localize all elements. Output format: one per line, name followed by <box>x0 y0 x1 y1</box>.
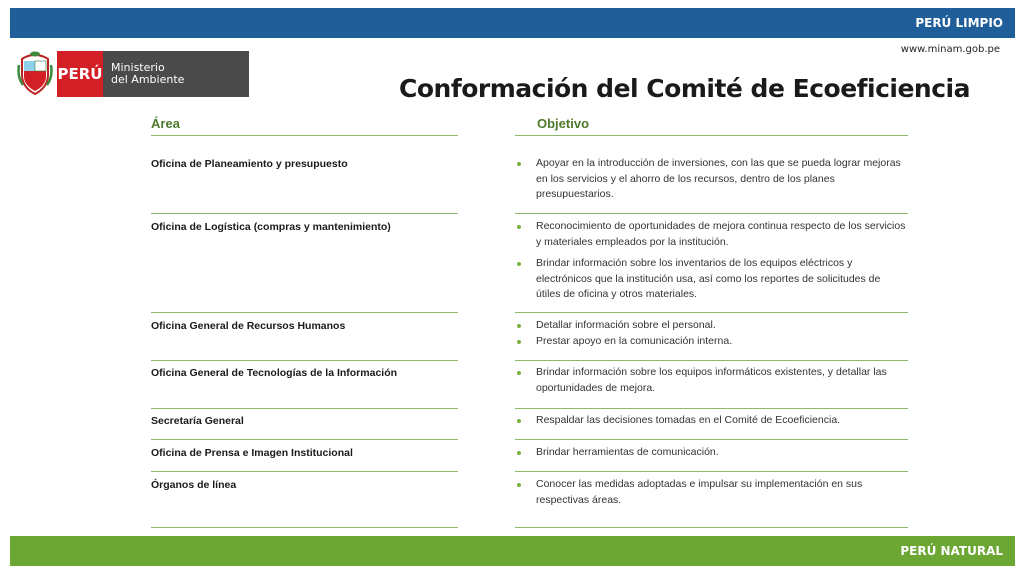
row-divider <box>151 408 458 409</box>
logo-country: PERÚ <box>57 51 103 97</box>
objective-item: Prestar apoyo en la comunicación interna. <box>515 334 907 350</box>
row-divider <box>151 527 458 528</box>
header-divider-left <box>151 135 458 136</box>
row-divider <box>515 360 908 361</box>
row-divider <box>151 360 458 361</box>
row-divider <box>515 439 908 440</box>
row-divider <box>515 471 908 472</box>
table-row-objectives <box>515 445 907 467</box>
table-row-objectives <box>515 413 907 435</box>
table-row-area: Oficina de Planeamiento y presupuesto <box>151 158 348 170</box>
table-row-area: Oficina de Prensa e Imagen Institucional <box>151 447 353 459</box>
row-divider <box>515 213 908 214</box>
objective-item: Brindar información sobre los equipos informáticos existentes, y detallar las oportunidades de mejora. <box>515 365 907 396</box>
objective-item: Conocer las medidas adoptadas e impulsar su implementación en sus respectivas áreas. <box>515 477 907 508</box>
brand-top-label: PERÚ LIMPIO <box>915 16 1003 30</box>
table-row-area: Órganos de línea <box>151 479 237 491</box>
row-divider <box>151 213 458 214</box>
table-row-objectives <box>515 156 907 209</box>
objective-item: Apoyar en la introducción de inversiones, con las que se pueda lograr mejoras en los servicios y el ahorro de los recursos, dentro de los planes presupuestarios. <box>515 156 907 203</box>
row-divider <box>515 527 908 528</box>
objective-item: Respaldar las decisiones tomadas en el Comité de Ecoeficiencia. <box>515 413 907 429</box>
table-row-objectives <box>515 318 907 349</box>
website-url: www.minam.gob.pe <box>900 44 1000 55</box>
brand-bottom-label: PERÚ NATURAL <box>900 544 1003 558</box>
slide-title: Conformación del Comité de Ecoeficiencia <box>399 74 970 103</box>
objective-item: Detallar información sobre el personal. <box>515 318 907 334</box>
row-divider <box>151 439 458 440</box>
top-banner <box>10 8 1015 38</box>
row-divider <box>151 471 458 472</box>
table-row-area: Oficina General de Recursos Humanos <box>151 320 346 332</box>
objective-item: Brindar herramientas de comunicación. <box>515 445 907 461</box>
objective-item: Brindar información sobre los inventarios de los equipos eléctricos y electrónicos que la institución usa, así como los reportes de solicitudes de útiles de oficina y otros materiales. <box>515 256 907 303</box>
coat-of-arms-icon <box>17 51 53 97</box>
table-row-area: Secretaría General <box>151 415 244 427</box>
table-row-objectives <box>515 477 907 514</box>
table-row-objectives <box>515 365 907 402</box>
logo-ministry-line1: Ministerio <box>111 61 165 74</box>
row-divider <box>151 312 458 313</box>
row-divider <box>515 408 908 409</box>
objective-item: Reconocimiento de oportunidades de mejora continua respecto de los servicios y materiales empleados por la institución. <box>515 219 907 250</box>
header-divider-right <box>515 135 908 136</box>
table-row-objectives <box>515 219 907 309</box>
table-row-area: Oficina de Logística (compras y mantenimiento) <box>151 221 391 233</box>
row-divider <box>515 312 908 313</box>
column-header-area: Área <box>151 116 180 131</box>
logo-ministry-name <box>103 51 249 97</box>
logo-ministry-line2: del Ambiente <box>111 73 185 86</box>
column-header-objective: Objetivo <box>537 116 590 131</box>
table-row-area: Oficina General de Tecnologías de la Información <box>151 367 398 379</box>
ministry-logo <box>17 51 249 97</box>
bottom-banner <box>10 536 1015 566</box>
